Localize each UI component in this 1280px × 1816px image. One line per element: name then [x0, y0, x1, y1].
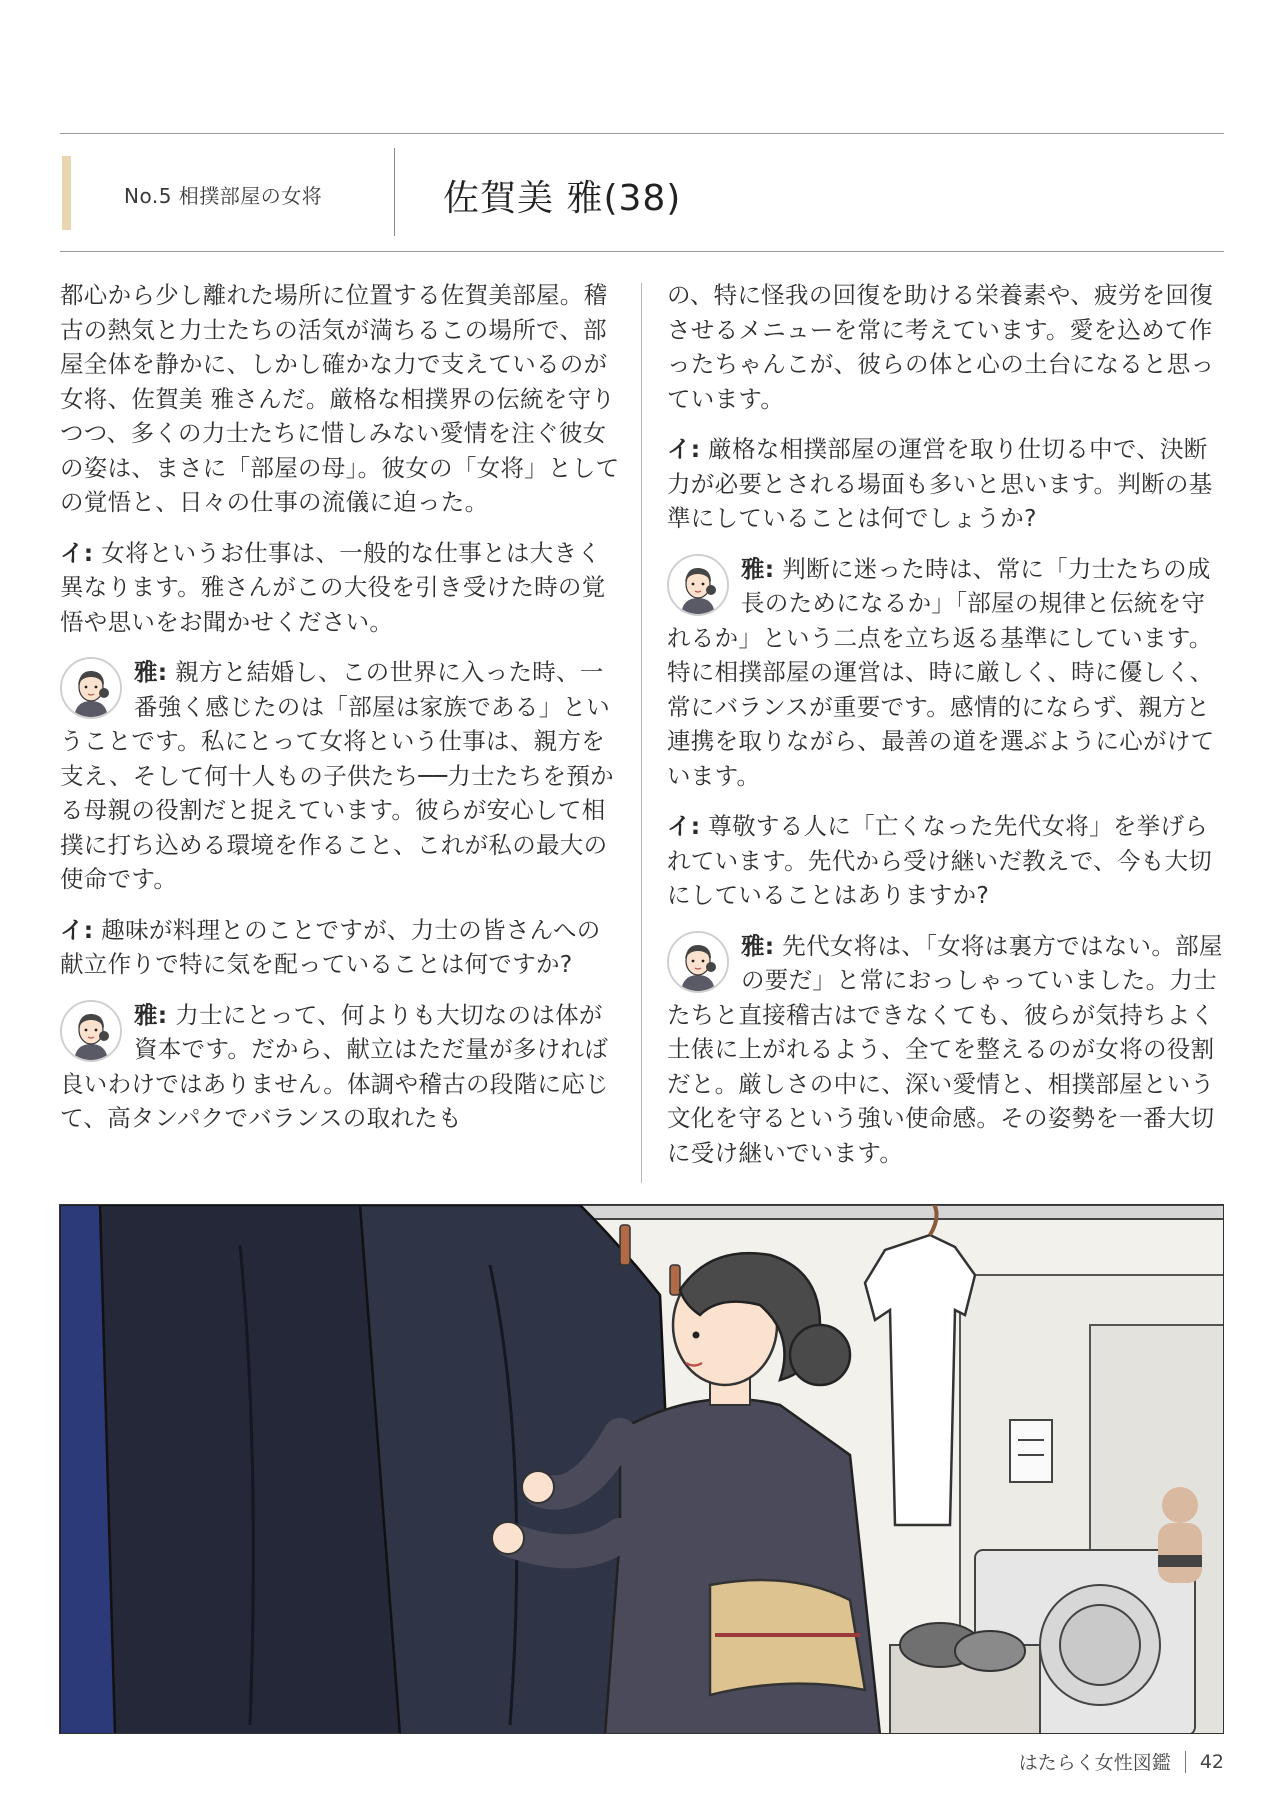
speaker-label: 雅: [741, 554, 775, 583]
speaker-label: 雅: [134, 1000, 168, 1029]
page-number: 42 [1199, 1750, 1224, 1773]
woman-portrait-icon [60, 657, 122, 719]
header-top-rule [60, 133, 1224, 134]
publication-title: はたらく女性図鑑 [1018, 1752, 1171, 1774]
article-subtitle: No.5 相撲部屋の女将 [124, 184, 323, 208]
woman-portrait-icon [667, 931, 729, 993]
answer-paragraph [667, 552, 1227, 794]
left-column [60, 278, 620, 1152]
page-footer [1019, 1748, 1224, 1775]
speaker-label: イ: [60, 538, 94, 567]
continuation-paragraph [667, 278, 1227, 416]
question-paragraph [60, 536, 620, 640]
question-paragraph [667, 809, 1227, 913]
answer-text: 判断に迷った時は、常に「力士たちの成長のためになるか」「部屋の規律と伝統を守れるか」という二点を立ち返る基準にしています。特に相撲部屋の運営は、時に厳しく、時に優しく、常にバランスが重要です。感情的にならず、親方と連携を取りながら、最善の道を選ぶように心がけています。 [667, 554, 1215, 790]
answer-text: 先代女将は、「女将は裏方ではない。部屋の要だ」と常におっしゃっていました。力士たちと直接稽古はできなくても、彼らが気持ちよく土俵に上がれるよう、全てを整えるのが女将の役割だと。厳しさの中に、深い愛情と、相撲部屋という文化を守るという強い使命感。その姿勢を一番大切に受け継いでいます。 [667, 931, 1223, 1167]
intro-text: 都心から少し離れた場所に位置する佐賀美部屋。稽古の熱気と力士たちの活気が満ちるこの場所で、部屋全体を静かに、しかし確かな力で支えているのが女将、佐賀美 雅さんだ。厳格な相撲界の伝統を守りつつ、多くの力士たちに惜しみない愛情を注ぐ彼女の姿は、まさに「部屋の母」。彼女の「女将」としての覚悟と、日々の仕事の流儀に迫った。 [60, 281, 620, 516]
right-column [667, 278, 1227, 1186]
column-divider [641, 283, 642, 1183]
answer-text: 力士にとって、何よりも大切なのは体が資本です。だから、献立はただ量が多ければ良いわけではありません。体調や稽古の段階に応じて、高タンパクでバランスの取れたも [60, 1000, 609, 1132]
woman-portrait-icon [60, 1000, 122, 1062]
speaker-label: 雅: [134, 658, 168, 686]
answer-paragraph [60, 998, 620, 1136]
speaker-label: イ: [667, 812, 701, 840]
question-text: 尊敬する人に「亡くなった先代女将」を挙げられています。先代から受け継いだ教えで、今も大切にしていることはありますか? [667, 812, 1213, 909]
answer-paragraph [667, 929, 1227, 1171]
illustration-okami-hanging-laundry [59, 1204, 1224, 1734]
question-text: 厳格な相撲部屋の運営を取り仕切る中で、決断力が必要とされる場面も多いと思います。判断の基準にしていることは何でしょうか? [667, 435, 1213, 532]
answer-paragraph [60, 655, 620, 897]
header-bottom-rule [60, 251, 1224, 252]
question-text: 趣味が料理とのことですが、力士の皆さんへの献立作りで特に気を配っていることは何ですか? [60, 915, 601, 978]
answer-text: の、特に怪我の回復を助ける栄養素や、疲労を回復させるメニューを常に考えています。愛を込めて作ったちゃんこが、彼らの体と心の土台になると思っています。 [667, 281, 1215, 413]
question-paragraph [667, 432, 1227, 536]
header-divider [394, 148, 395, 236]
answer-text: 親方と結婚し、この世界に入った時、一番強く感じたのは「部屋は家族である」ということです。私にとって女将という仕事は、親方を支え、そして何十人もの子供たち──力士たちを預かる母親の役割だと捉えています。彼らが安心して相撲に打ち込める環境を作ること、これが私の最大の使命です。 [60, 658, 614, 893]
question-paragraph [60, 913, 620, 982]
woman-portrait-icon [667, 554, 729, 616]
speaker-label: イ: [60, 915, 94, 944]
footer-separator [1185, 1751, 1186, 1773]
intro-paragraph [60, 278, 620, 520]
question-text: 女将というお仕事は、一般的な仕事とは大きく異なります。雅さんがこの大役を引き受けた時の覚悟や思いをお聞かせください。 [60, 538, 606, 636]
speaker-label: 雅: [741, 931, 775, 960]
speaker-label: イ: [667, 435, 701, 463]
accent-bar [62, 156, 71, 230]
interviewee-name: 佐賀美 雅(38) [443, 178, 682, 219]
